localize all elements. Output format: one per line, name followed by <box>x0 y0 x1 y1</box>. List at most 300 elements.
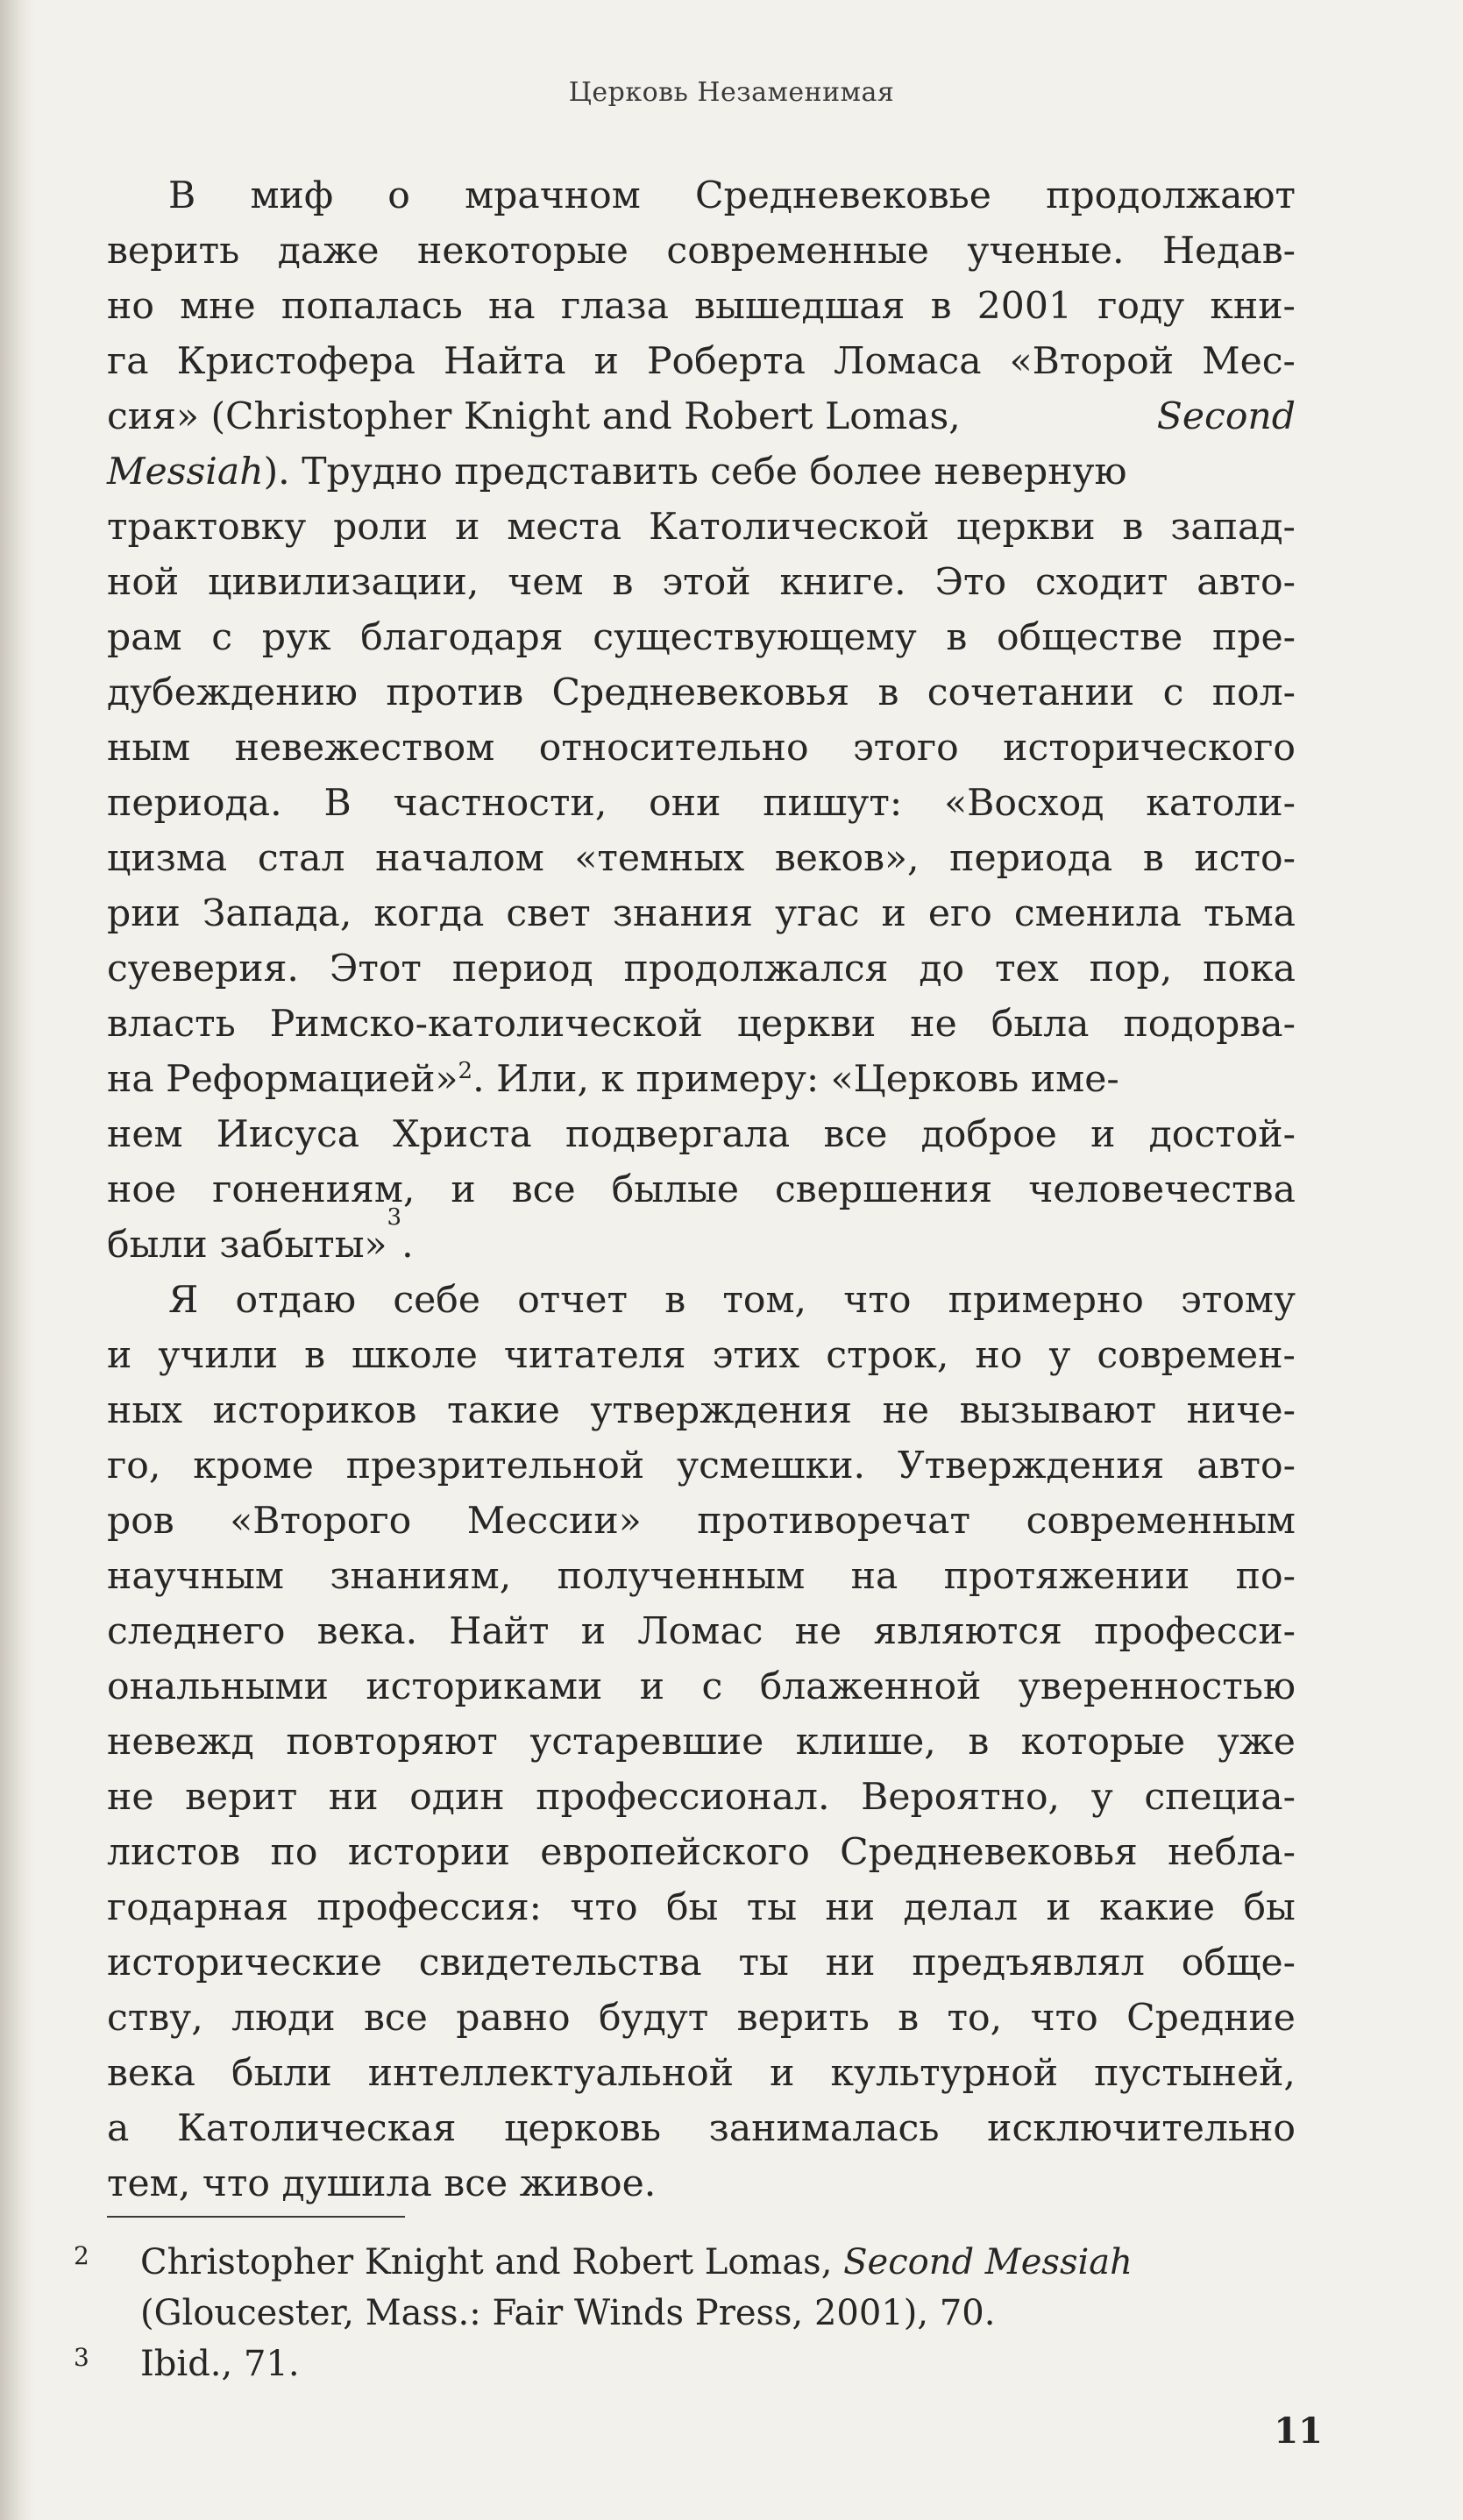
word: сходит <box>1035 561 1168 604</box>
footnotes <box>74 2237 1318 2389</box>
word: Я <box>168 1279 199 1322</box>
word: о <box>387 174 410 217</box>
word: и <box>1046 1886 1071 1929</box>
word: по <box>270 1831 318 1874</box>
text-line <box>107 1880 1296 1935</box>
word: гонениям, <box>212 1168 415 1211</box>
word: равно <box>456 1997 571 2040</box>
word: ни <box>328 1776 379 1819</box>
word: га <box>107 340 149 383</box>
word: будут <box>598 1997 709 2040</box>
text-line <box>107 1935 1296 1991</box>
word: какие <box>1099 1886 1216 1929</box>
word: против <box>386 671 524 714</box>
word: верить <box>736 1997 870 2040</box>
word: церковь <box>504 2107 661 2150</box>
word: по- <box>1235 1555 1296 1598</box>
word: бы <box>665 1886 719 1929</box>
word: годарная <box>107 1886 289 1929</box>
text-line <box>107 941 1296 997</box>
text-line <box>107 1383 1296 1438</box>
word: былые <box>611 1168 739 1211</box>
word: исторические <box>107 1941 382 1984</box>
word: В <box>323 782 352 825</box>
word: тьма <box>1203 892 1296 935</box>
text-line <box>107 1604 1296 1659</box>
word: истории <box>347 1831 510 1874</box>
word: современные <box>666 230 929 273</box>
word: были <box>231 2052 332 2095</box>
word: с <box>701 1665 723 1708</box>
word: Католической <box>648 506 930 549</box>
word: професси- <box>1094 1610 1296 1653</box>
text-line: тем, что душила все живое. <box>107 2162 657 2205</box>
word: но <box>107 285 154 328</box>
word: продолжают <box>1046 174 1296 217</box>
word: роли <box>333 506 429 549</box>
word: рук <box>261 616 331 659</box>
word: и <box>455 506 480 549</box>
text-line <box>107 389 1296 444</box>
text-line <box>107 1273 1296 1328</box>
word: свершения <box>774 1168 993 1211</box>
text-line <box>107 1825 1296 1880</box>
word: но <box>975 1334 1023 1377</box>
word: глаза <box>560 285 669 328</box>
word: века <box>107 2052 195 2095</box>
word: европейского <box>540 1831 810 1874</box>
word: церкви <box>736 1003 877 1046</box>
word: у <box>1090 1776 1113 1819</box>
word: современ- <box>1097 1334 1296 1377</box>
word: свет <box>506 892 591 935</box>
word: что <box>1030 1997 1098 2040</box>
word: авто- <box>1197 561 1296 604</box>
word: специа- <box>1144 1776 1296 1819</box>
word: и <box>593 340 619 383</box>
word: с <box>1162 671 1184 714</box>
word: такие <box>447 1389 560 1432</box>
word: что <box>570 1886 638 1929</box>
text-line <box>107 1328 1296 1383</box>
word: и <box>1090 1113 1116 1156</box>
word: то, <box>947 1997 1003 2040</box>
word: в <box>877 671 899 714</box>
word: церкви <box>956 506 1096 549</box>
word: периода <box>949 837 1113 880</box>
word: себе <box>393 1279 481 1322</box>
word: примерно <box>948 1279 1144 1322</box>
text-segment: на Реформацией» <box>107 1058 458 1101</box>
word: году <box>1097 285 1185 328</box>
word: профессия: <box>316 1886 543 1929</box>
word: нем <box>107 1113 183 1156</box>
word: отдаю <box>235 1279 357 1322</box>
word: власть <box>107 1003 236 1046</box>
word: Недав- <box>1161 230 1296 273</box>
word: когда <box>373 892 485 935</box>
text-segment: ). Трудно представить себе более неверную <box>263 451 1127 493</box>
word: ональными <box>107 1665 329 1708</box>
word: школе <box>352 1334 478 1377</box>
word: Этот <box>329 948 422 990</box>
word: историков <box>212 1389 417 1432</box>
text-line <box>107 1438 1296 1494</box>
word: исторического <box>1003 727 1296 770</box>
word: чем <box>508 561 584 604</box>
text-line <box>107 886 1296 941</box>
word: периода. <box>107 782 282 825</box>
page-number: 11 <box>1274 2410 1323 2452</box>
word: Найта <box>443 340 566 383</box>
word: обществе <box>997 616 1183 659</box>
word: рам <box>107 616 182 659</box>
word: доброе <box>920 1113 1057 1156</box>
word: которые <box>1020 1721 1186 1764</box>
word: продолжался <box>623 948 889 990</box>
text-line <box>107 721 1296 776</box>
word: подорва- <box>1123 1003 1296 1046</box>
word: ное <box>107 1168 177 1211</box>
text-line <box>107 224 1296 279</box>
word: и <box>639 1665 665 1708</box>
text-line <box>107 1494 1296 1549</box>
word: том, <box>722 1279 807 1322</box>
word: научным <box>107 1555 284 1598</box>
text-line <box>107 1991 1296 2046</box>
word: попалась <box>281 285 463 328</box>
word: благодаря <box>360 616 564 659</box>
word: в <box>1142 837 1164 880</box>
word: веков», <box>774 837 920 880</box>
text-line <box>107 555 1296 610</box>
text-segment: . Или, к примеру: «Церковь име- <box>472 1058 1119 1101</box>
word: даже <box>277 230 380 273</box>
word: невежд <box>107 1721 254 1764</box>
word: этого <box>853 727 959 770</box>
footnote-ref: 3 <box>387 1204 402 1231</box>
word: суеверия. <box>107 948 299 990</box>
footnote <box>74 2339 1318 2389</box>
word: с <box>211 616 233 659</box>
word: следнего <box>107 1610 286 1653</box>
text-line <box>107 334 1296 389</box>
word: все <box>823 1113 888 1156</box>
word: вызывают <box>959 1389 1157 1432</box>
word: трактовку <box>107 506 307 549</box>
word: в <box>898 1997 920 2040</box>
word: его <box>927 892 992 935</box>
word: ученые. <box>967 230 1125 273</box>
word: Иисуса <box>216 1113 360 1156</box>
word: тех <box>995 948 1059 990</box>
word: Средневековья <box>840 1831 1138 1874</box>
word: не <box>910 1003 957 1046</box>
word: ных <box>107 1389 183 1432</box>
footnote-line: Christopher Knight and Robert Lomas, <box>140 2242 844 2282</box>
word: Средневековья <box>551 671 850 714</box>
word: профессионал. <box>536 1776 830 1819</box>
word: существующему <box>593 616 917 659</box>
word: и <box>770 2052 795 2095</box>
word: подвергала <box>565 1113 791 1156</box>
word: мне <box>180 285 256 328</box>
text-line <box>107 610 1296 665</box>
word: в <box>612 561 634 604</box>
text-segment: сия» (Christopher Knight and Robert Lomas, <box>107 395 973 438</box>
word: этих <box>712 1334 800 1377</box>
book-title-italic: Second Messiah <box>843 2242 1133 2282</box>
word: книге. <box>779 561 906 604</box>
word: стал <box>257 837 345 880</box>
word: в <box>968 1721 990 1764</box>
word: в <box>664 1279 686 1322</box>
word: читателя <box>503 1334 686 1377</box>
word: места <box>507 506 622 549</box>
footnote-divider <box>107 2216 405 2218</box>
text-line <box>107 665 1296 721</box>
text-line <box>107 1107 1296 1162</box>
footnote-ref: 2 <box>458 1057 473 1084</box>
word: презрительной <box>345 1445 645 1487</box>
word: миф <box>250 174 334 217</box>
text-line <box>107 1714 1296 1770</box>
word: «Восход <box>944 782 1104 825</box>
footnote-line: (Gloucester, Mass.: Fair Winds Press, 2001), 70. <box>140 2293 996 2333</box>
word: в <box>946 616 968 659</box>
word: угас <box>775 892 860 935</box>
word: клише, <box>795 1721 936 1764</box>
word: ров <box>107 1500 174 1543</box>
word: этому <box>1181 1279 1296 1322</box>
text-line <box>107 2046 1296 2101</box>
word: на <box>850 1555 898 1598</box>
word: кни- <box>1210 285 1296 328</box>
text-line <box>107 1052 1296 1107</box>
word: Католическая <box>177 2107 457 2150</box>
text-segment <box>107 1052 1119 1107</box>
word: католи- <box>1146 782 1296 825</box>
footnote-number: 2 <box>74 2241 89 2270</box>
word: человечества <box>1028 1168 1296 1211</box>
word: относительно <box>538 727 809 770</box>
text-segment: . <box>401 1224 414 1267</box>
text-line <box>107 1549 1296 1604</box>
word: Мес- <box>1202 340 1296 383</box>
word: учили <box>158 1334 279 1377</box>
text-line <box>107 1770 1296 1825</box>
footnote-text <box>140 2339 1318 2389</box>
footnote-line: Ibid., 71. <box>140 2344 300 2384</box>
text-line <box>107 776 1296 831</box>
word: полученным <box>557 1555 806 1598</box>
word: исто- <box>1194 837 1296 880</box>
word: вышедшая <box>694 285 905 328</box>
word: листов <box>107 1831 241 1874</box>
text-line <box>107 279 1296 334</box>
word: дубеждению <box>107 671 358 714</box>
word: и <box>580 1610 607 1653</box>
word: рии <box>107 892 181 935</box>
word: Римско-католической <box>269 1003 703 1046</box>
word: Вероятно, <box>861 1776 1061 1819</box>
word: отчет <box>517 1279 629 1322</box>
word: все <box>363 1997 428 2040</box>
word: цивилизации, <box>208 561 479 604</box>
book-title-italic: Messiah <box>107 451 264 493</box>
word: В <box>168 174 196 217</box>
text-line <box>107 1204 1296 1273</box>
word: у <box>1048 1334 1071 1377</box>
word: достой- <box>1148 1113 1296 1156</box>
text-line <box>107 168 1296 224</box>
word: Кристофера <box>176 340 415 383</box>
word: верит <box>185 1776 298 1819</box>
word: современным <box>1026 1500 1296 1543</box>
word: го, <box>107 1445 161 1487</box>
word: и <box>881 892 906 935</box>
word: предъявлял <box>912 1941 1145 1984</box>
word: некоторые <box>417 230 629 273</box>
word: верить <box>107 230 240 273</box>
word: ни <box>825 1886 876 1929</box>
word: до <box>919 948 965 990</box>
word: они <box>649 782 721 825</box>
book-title-italic: Second <box>1156 395 1296 438</box>
word: Запада, <box>202 892 352 935</box>
word: Роберта <box>646 340 806 383</box>
word: что <box>843 1279 912 1322</box>
word: ты <box>738 1941 789 1984</box>
text-line <box>107 1162 1296 1217</box>
word: началом <box>375 837 544 880</box>
word: «Второй <box>1009 340 1175 383</box>
word: на <box>487 285 536 328</box>
word: занималась <box>708 2107 940 2150</box>
word: знания <box>612 892 754 935</box>
word: небла- <box>1168 1831 1296 1874</box>
word: этой <box>662 561 751 604</box>
word: не <box>882 1389 930 1432</box>
word: «темных <box>574 837 745 880</box>
body-text <box>107 168 1296 2211</box>
word: период <box>451 948 593 990</box>
word: была <box>991 1003 1090 1046</box>
word: не <box>794 1610 842 1653</box>
word: уверенностью <box>1018 1665 1296 1708</box>
word: не <box>107 1776 154 1819</box>
word: свидетельства <box>418 1941 702 1984</box>
word: Средневековье <box>694 174 991 217</box>
word: Христа <box>393 1113 532 1156</box>
word: пор, <box>1089 948 1173 990</box>
footnote-number: 3 <box>74 2343 89 2372</box>
word: а <box>107 2107 130 2150</box>
word: культурной <box>830 2052 1059 2095</box>
text-line <box>107 500 1296 555</box>
word: знаниям, <box>330 1555 512 1598</box>
word: Ломаса <box>833 340 982 383</box>
word: Утверждения <box>897 1445 1165 1487</box>
word: ной <box>107 561 180 604</box>
word: блаженной <box>759 1665 982 1708</box>
word: противоречат <box>697 1500 971 1543</box>
word: пишут: <box>763 782 903 825</box>
word: невежеством <box>234 727 495 770</box>
word: строк, <box>826 1334 949 1377</box>
word: исключительно <box>987 2107 1296 2150</box>
text-line <box>107 831 1296 886</box>
word: века. <box>316 1610 418 1653</box>
text-line <box>107 997 1296 1052</box>
text-line <box>107 444 1296 500</box>
text-line <box>107 2101 1296 2156</box>
footnote <box>74 2237 1318 2339</box>
running-head: Церковь Незаменимая <box>568 77 895 108</box>
word: Это <box>934 561 1007 604</box>
word: один <box>409 1776 505 1819</box>
word: усмешки. <box>677 1445 866 1487</box>
word: обще- <box>1181 1941 1296 1984</box>
word: частности, <box>393 782 607 825</box>
word: Найт <box>449 1610 550 1653</box>
word: делал <box>903 1886 1019 1929</box>
word: уже <box>1217 1721 1296 1764</box>
word: бы <box>1243 1886 1296 1929</box>
word: протяжении <box>943 1555 1190 1598</box>
word: пре- <box>1211 616 1296 659</box>
word: интеллектуальной <box>367 2052 735 2095</box>
word: в <box>1122 506 1144 549</box>
word: сменила <box>1013 892 1182 935</box>
word: являются <box>873 1610 1062 1653</box>
word: ниче- <box>1186 1389 1296 1432</box>
word: «Второго <box>230 1500 412 1543</box>
word: пока <box>1203 948 1296 990</box>
text-segment: были забыты» <box>107 1224 387 1267</box>
word: ству, <box>107 1997 203 2040</box>
word: авто- <box>1197 1445 1296 1487</box>
word: ни <box>825 1941 876 1984</box>
word: кроме <box>193 1445 314 1487</box>
word: утверждения <box>590 1389 853 1432</box>
word: повторяют <box>286 1721 498 1764</box>
word: Средние <box>1126 1997 1296 2040</box>
footnote-text <box>140 2237 1318 2339</box>
word: в <box>930 285 952 328</box>
text-line <box>107 1659 1296 1714</box>
word: все <box>511 1168 576 1211</box>
word: сочетании <box>927 671 1135 714</box>
word: и <box>107 1334 132 1377</box>
word: 2001 <box>977 285 1072 328</box>
text-segment <box>107 444 1127 500</box>
word: пол- <box>1211 671 1296 714</box>
word: в <box>304 1334 326 1377</box>
word: и <box>451 1168 476 1211</box>
word: ным <box>107 727 191 770</box>
word: ты <box>746 1886 798 1929</box>
word: историками <box>366 1665 603 1708</box>
word: запад- <box>1170 506 1296 549</box>
word: цизма <box>107 837 228 880</box>
word: Мессии» <box>466 1500 642 1543</box>
word: устаревшие <box>529 1721 764 1764</box>
word: люди <box>231 1997 336 2040</box>
word: мрачном <box>465 174 641 217</box>
word: Ломас <box>637 1610 763 1653</box>
word: пустыней, <box>1094 2052 1296 2095</box>
